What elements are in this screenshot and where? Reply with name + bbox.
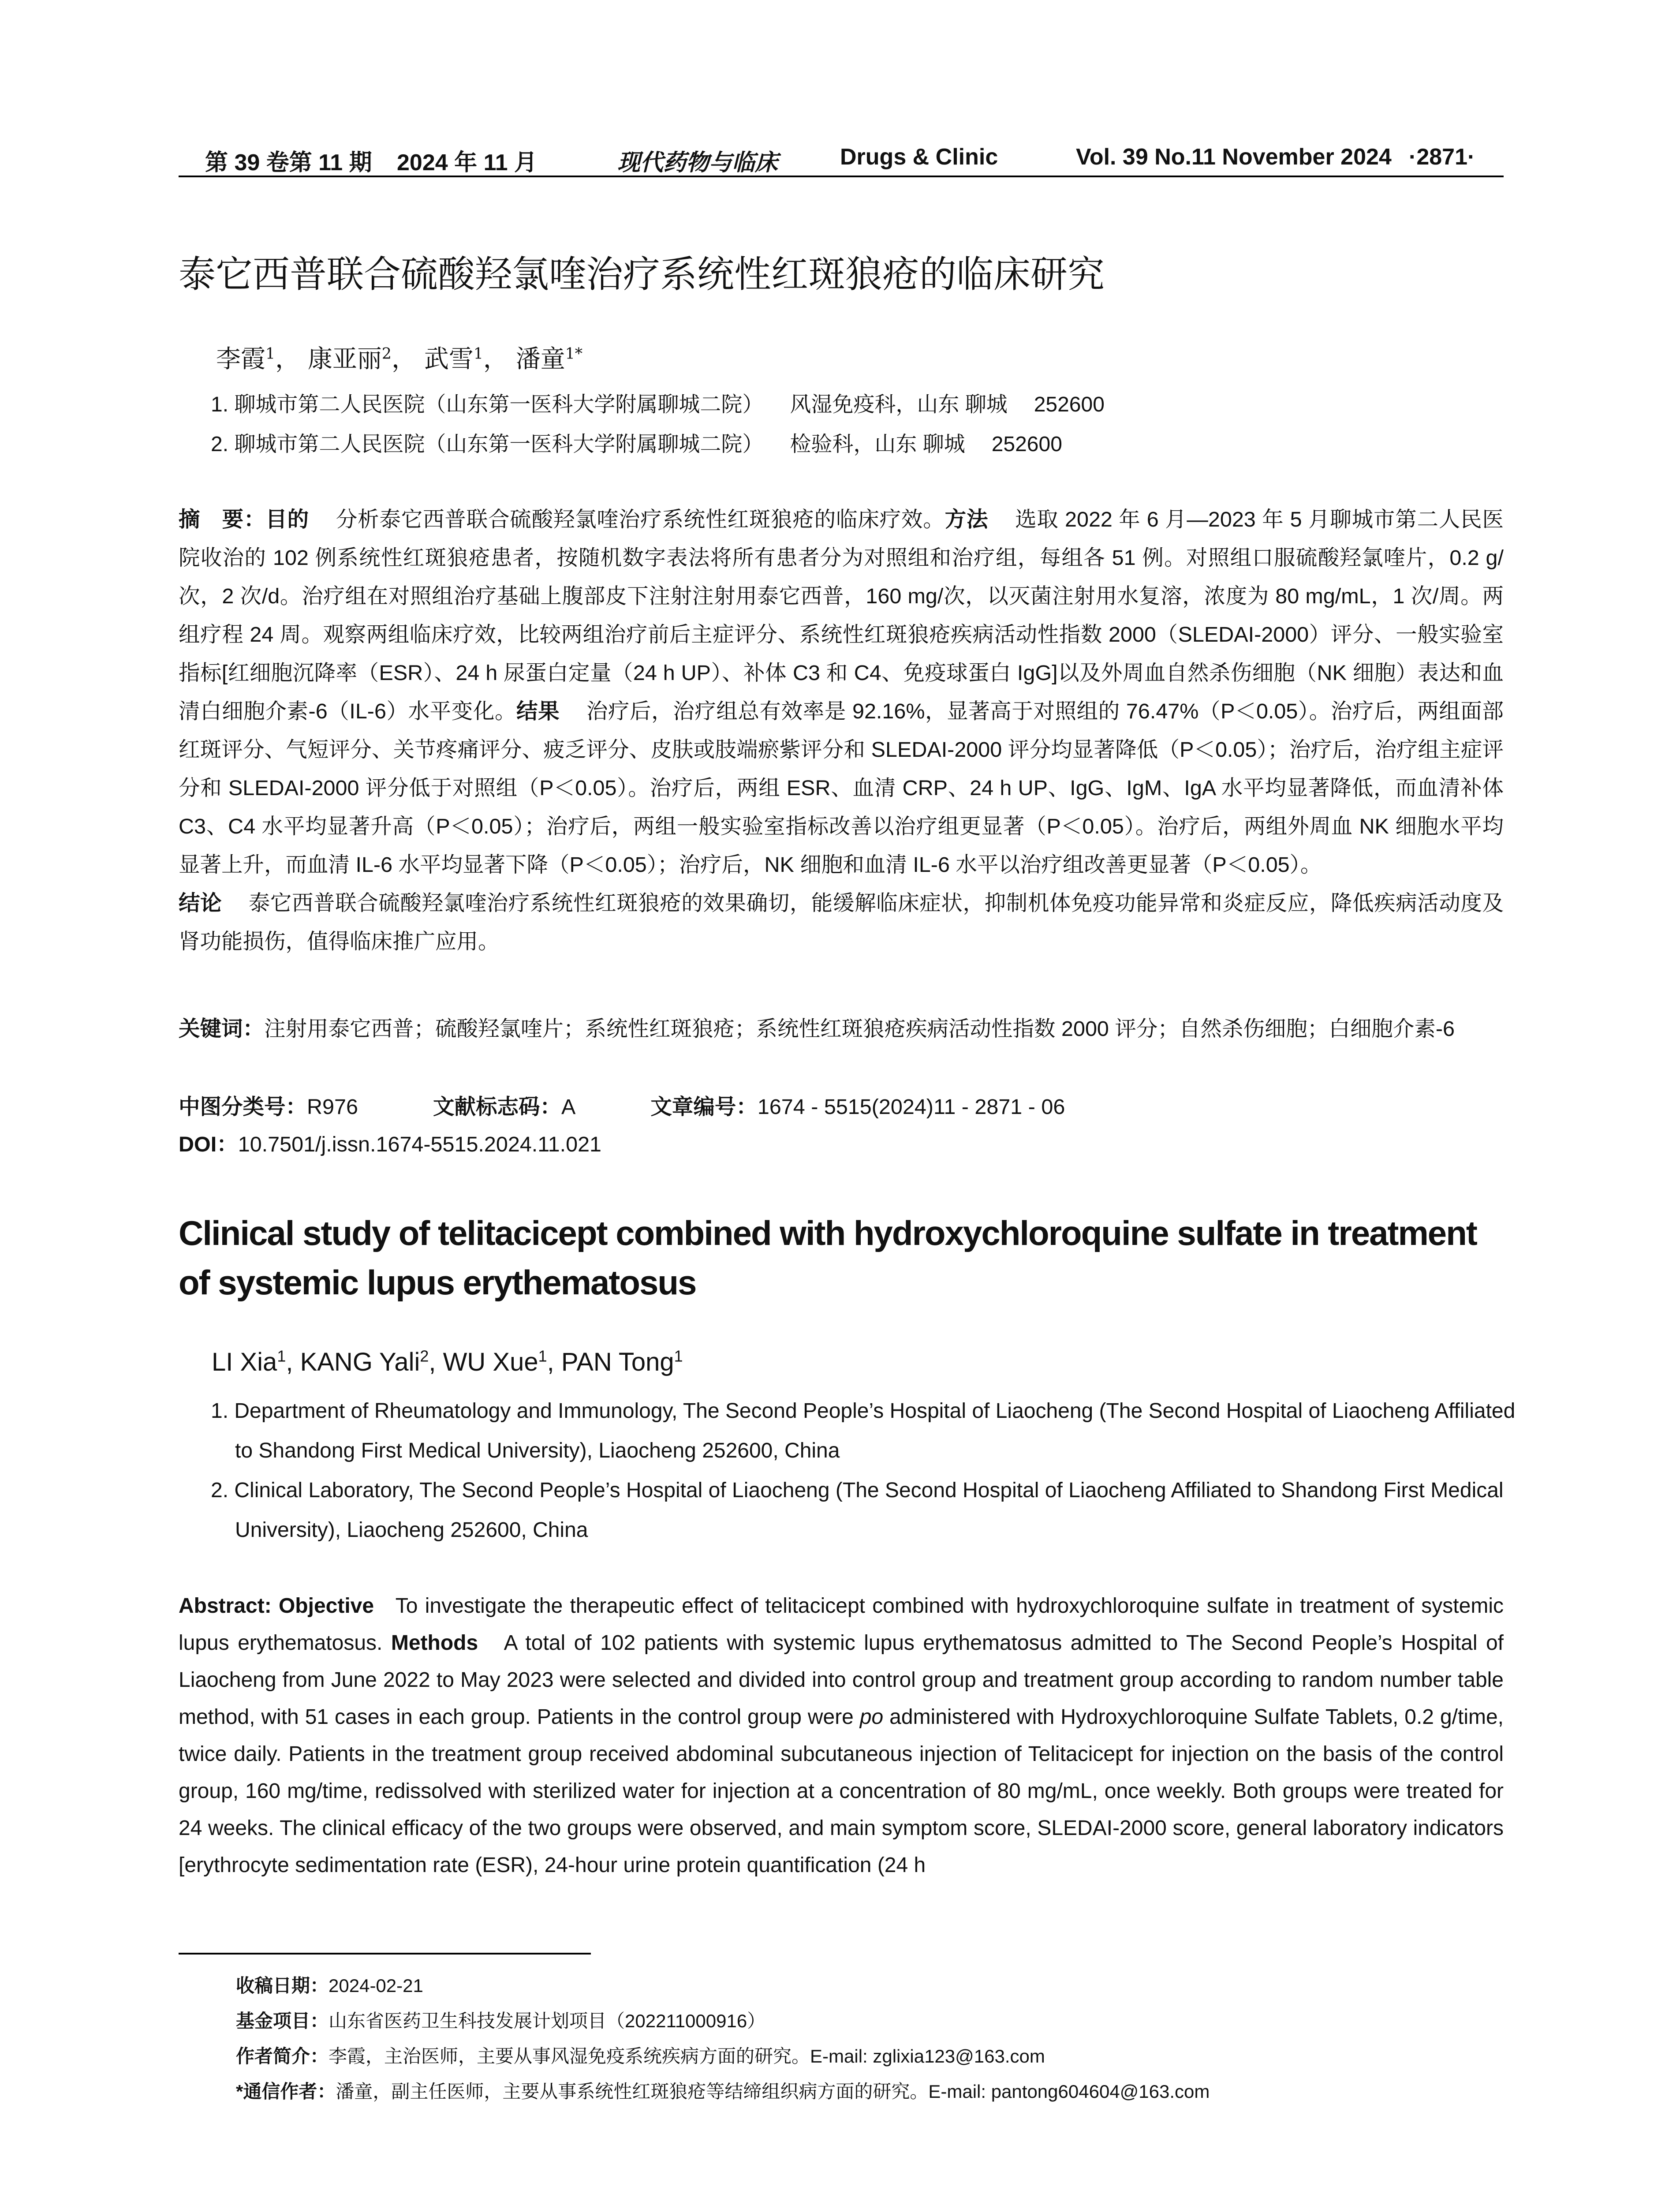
keywords-label: 关键词： <box>179 1017 265 1041</box>
footnote-label: 基金项目： <box>236 2011 329 2031</box>
running-header <box>179 140 1504 177</box>
title-en: Clinical study of telitacicept combined with hydroxychloroquine sulfate in treatment of systemic lupus erythematosus <box>179 1214 1477 1302</box>
affiliation-dept: 检验科，山东 聊城 <box>790 433 965 456</box>
methods-label-zh: 方法 <box>945 508 989 531</box>
doc-code-label: 文献标志码： <box>433 1095 561 1119</box>
clc-label: 中图分类号： <box>179 1095 307 1119</box>
keywords-text: 注射用泰它西普；硫酸羟氯喹片；系统性红斑狼疮；系统性红斑狼疮疾病活动性指数 2000 评分；自然杀伤细胞；白细胞介素-6 <box>264 1017 1455 1041</box>
header-journal-zh: 现代药物与临床 <box>617 149 778 176</box>
footnote-received <box>236 1971 423 1998</box>
conclusion-label-zh: 结论 <box>179 891 222 915</box>
footnote-text: 潘童，副主任医师，主要从事系统性红斑狼疮等结缔组织病方面的研究。E-mail: pantong604604@163.com <box>336 2081 1210 2102</box>
abstract-en-label: Abstract: <box>179 1594 272 1618</box>
affiliation-zh-2 <box>211 427 1062 457</box>
methods-po-en: po <box>859 1705 884 1729</box>
author-en-mark: 1 <box>674 1347 683 1365</box>
author-en-name: PAN Tong <box>561 1348 674 1376</box>
author-zh-mark: 1 <box>265 345 276 363</box>
doi-label: DOI： <box>179 1132 238 1156</box>
methods-text-en-cont: administered with Hydroxychloroquine Sulfate Tablets, 0.2 g/time, twice daily. Patients in the treatment group received abdominal subcutaneous injection of Telitacicept for injection on the basis of the control group, 160 mg/time, redissolved with sterilized water for injection at a concentration of 80 mg/mL, once weekly. Both groups were treated for 24 weeks. The clinical efficacy of the two groups were observed, and main symptom score, SLEDAI-2000 score, general laboratory indicators [erythrocyte sedimentation rate (ESR), 24-hour urine protein quantification (24 h <box>179 1705 1504 1877</box>
article-number-label: 文章编号： <box>650 1095 758 1119</box>
author-zh-name: 武雪 <box>424 345 474 374</box>
doi-value[interactable]: 10.7501/j.issn.1674-5515.2024.11.021 <box>238 1132 602 1156</box>
objective-text-zh: 分析泰它西普联合硫酸羟氯喹治疗系统性红斑狼疮的临床疗效。 <box>335 508 945 531</box>
abstract-zh-label: 摘 要： <box>179 508 266 531</box>
header-issue-en: Vol. 39 No.11 November 2024 <box>1076 144 1392 170</box>
results-label-zh: 结果 <box>516 699 560 723</box>
objective-text-en: To investigate the therapeutic effect of telitacicept combined with hydroxychloroquine sulfate in treatment of systemic lupus erythematosus. <box>179 1594 1504 1655</box>
affiliation-en-1: 1. Department of Rheumatology and Immunology, The Second People’s Hospital of Liaocheng (The Second Hospital of Liaocheng Affiliated to Shandong First Medical University), Liaocheng 252600, China <box>211 1399 1516 1462</box>
affiliation-zip: 252600 <box>991 433 1062 456</box>
author-zh-name: 李霞 <box>216 345 265 374</box>
methods-text-zh: 选取 2022 年 6 月—2023 年 5 月聊城市第二人民医院收治的 102 例系统性红斑狼疮患者，按随机数字表法将所有患者分为对照组和治疗组，每组各 51 例。对照组口服硫酸羟氯喹片，0.2 g/次，2 次/d。治疗组在对照组治疗基础上腹部皮下注射注射用泰它西普，160 mg/次，以灭菌注射用水复溶，浓度为 80 mg/mL，1 次/周。两组疗程 24 周。观察两组临床疗效，比较两组治疗前后主症评分、系统性红斑狼疮疾病活动性指数 2000（SLEDAI-2000）评分、一般实验室指标[红细胞沉降率（ESR）、24 h 尿蛋白定量（24 h UP）、补体 C3 和 C4、免疫球蛋白 IgG]以及外周血自然杀伤细胞（NK 细胞）表达和血清白细胞介素-6（IL-6）水平变化。 <box>179 508 1504 723</box>
affiliation-org: 1. 聊城市第二人民医院（山东第一医科大学附属聊城二院） <box>211 393 764 416</box>
footnote-corresponding <box>236 2077 1210 2104</box>
affiliation-dept: 风湿免疫科，山东 聊城 <box>790 393 1008 416</box>
article-number-value: 1674 - 5515(2024)11 - 2871 - 06 <box>757 1095 1065 1119</box>
clc-value: R976 <box>307 1095 358 1119</box>
author-en-name: KANG Yali <box>300 1348 420 1376</box>
author-en-mark: 2 <box>420 1347 429 1365</box>
header-journal-en: Drugs & Clinic <box>840 144 998 170</box>
affiliation-en-2: 2. Clinical Laboratory, The Second People’s Hospital of Liaocheng (The Second Hospital of Liaocheng Affiliated to Shandong First Medical University), Liaocheng 252600, China <box>211 1479 1504 1542</box>
author-en-mark: 1 <box>538 1347 547 1365</box>
abstract-en <box>179 1588 1504 1884</box>
authors-zh: 李霞$^1$， 康亚丽$^2$， 武雪$^1$， 潘童$^{1*}$ <box>216 345 583 374</box>
footnote-author-bio <box>236 2042 1045 2068</box>
objective-label-zh: 目的 <box>265 508 309 531</box>
keywords-zh <box>179 1010 1504 1048</box>
header-issue-zh: 第 39 卷第 11 期 <box>205 150 372 176</box>
header-page-number: ·2871· <box>1409 144 1475 170</box>
abstract-zh <box>179 501 1504 961</box>
author-en-mark: 1 <box>277 1347 286 1365</box>
footnote-label: 作者简介： <box>236 2046 329 2067</box>
author-en-name: WU Xue <box>443 1348 538 1376</box>
conclusion-text-zh: 泰它西普联合硫酸羟氯喹治疗系统性红斑狼疮的效果确切，能缓解临床症状，抑制机体免疫功能异常和炎症反应，降低疾病活动度及肾功能损伤，值得临床推广应用。 <box>179 891 1504 953</box>
methods-text-en: A total of 102 patients with systemic lupus erythematosus admitted to The Second People’s Hospital of Liaocheng from June 2022 to May 2023 were selected and divided into control group and treatment group according to random number table method, with 51 cases in each group. Patients in the control group were <box>179 1631 1504 1729</box>
header-date-zh: 2024 年 11 月 <box>397 150 537 176</box>
results-text-zh: 治疗后，治疗组总有效率是 92.16%，显著高于对照组的 76.47%（P＜0.05）。治疗后，两组面部红斑评分、气短评分、关节疼痛评分、疲乏评分、皮肤或肢端瘀紫评分和 SLEDAI-2000 评分均显著降低（P＜0.05）；治疗后，治疗组主症评分和 SLEDAI-2000 评分低于对照组（P＜0.05）。治疗后，两组 ESR、血清 CRP、24 h UP、IgG、IgM、IgA 水平均显著降低，而血清补体 C3、C4 水平均显著升高（P＜0.05）；治疗后，两组一般实验室指标改善以治疗组更显著（P＜0.05）。治疗后，两组外周血 NK 细胞水平均显著上升，而血清 IL-6 水平均显著下降（P＜0.05）；治疗后，NK 细胞和血清 IL-6 水平以治疗组改善更显著（P＜0.05）。 <box>179 699 1504 877</box>
footnote-text: 李霞，主治医师，主要从事风湿免疫系统疾病方面的研究。E-mail: zglixia123@163.com <box>329 2046 1045 2067</box>
objective-label-en: Objective <box>278 1594 374 1618</box>
footnote-divider <box>179 1953 591 1955</box>
footnote-text: 2024-02-21 <box>329 1975 423 1996</box>
methods-label-en: Methods <box>391 1631 478 1655</box>
affiliation-zip: 252600 <box>1034 393 1105 416</box>
footnote-text: 山东省医药卫生科技发展计划项目（202211000916） <box>329 2011 766 2031</box>
authors-en: LI Xia$^1$, KANG Yali$^2$, WU Xue$^1$, PAN Tong$^1$ <box>212 1347 683 1376</box>
author-zh-mark: 1* <box>565 345 583 363</box>
classification-line <box>179 1089 1065 1120</box>
author-zh-name: 潘童 <box>515 345 565 374</box>
footnote-funding <box>236 2007 765 2033</box>
affiliation-org: 2. 聊城市第二人民医院（山东第一医科大学附属聊城二院） <box>211 433 764 456</box>
title-zh: 泰它西普联合硫酸羟氯喹治疗系统性红斑狼疮的临床研究 <box>179 253 1105 296</box>
doc-code-value: A <box>561 1095 576 1119</box>
footnote-label: 收稿日期： <box>236 1975 329 1996</box>
author-zh-name: 康亚丽 <box>307 345 382 374</box>
doi-line <box>179 1127 601 1158</box>
author-zh-mark: 2 <box>381 345 392 363</box>
footnote-label: *通信作者： <box>236 2081 336 2102</box>
author-en-name: LI Xia <box>212 1348 277 1376</box>
affiliation-zh-1 <box>211 387 1105 418</box>
author-zh-mark: 1 <box>473 345 483 363</box>
